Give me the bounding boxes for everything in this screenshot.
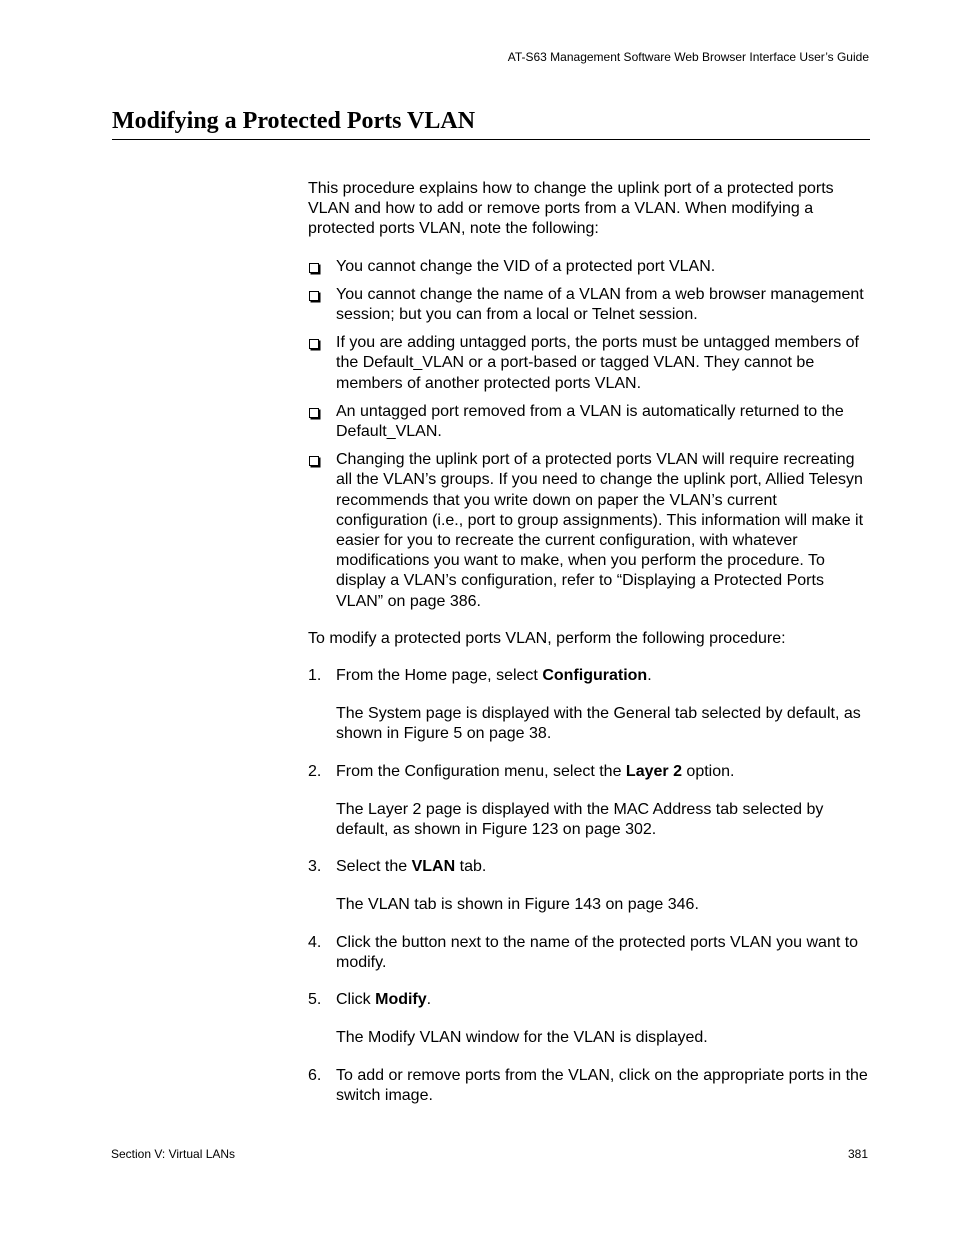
- step-number: 5.: [308, 991, 322, 1009]
- notes-list: [308, 257, 870, 612]
- step-number: 2.: [308, 762, 322, 780]
- step-instruction: From the Configuration menu, select the Layer 2 option.: [336, 762, 735, 780]
- ui-term: Configuration: [542, 667, 648, 685]
- step-instruction: Select the VLAN tab.: [336, 858, 487, 876]
- list-item: Changing the uplink port of a protected ports VLAN will require recreating all the VLAN’s groups. If you need to change the uplink port, Allied Telesyn recommends that you write down on paper the VLAN’s current configuration (i.e., port to group assignments). This information will make it easier for you to recreate the current configuration, with whatever modifications you want to make, when you perform the procedure. To display a VLAN’s configuration, refer to “Displaying a Protected Ports VLAN” on page 386.: [308, 450, 870, 612]
- step-instruction: Click Modify.: [336, 991, 432, 1009]
- checkbox-bullet-icon: [309, 291, 319, 301]
- checkbox-bullet-icon: [309, 339, 319, 349]
- ui-term: Layer 2: [625, 762, 682, 780]
- step-number: 3.: [308, 858, 322, 876]
- page-number: 381: [847, 1147, 868, 1161]
- list-item: An untagged port removed from a VLAN is automatically returned to the Default_VLAN.: [308, 402, 870, 442]
- running-header: AT-S63 Management Software Web Browser Interface User’s Guide: [507, 50, 869, 64]
- step-result: The System page is displayed with the General tab selected by default, as shown in Figure 5 on page 38.: [336, 705, 861, 743]
- step-instruction: To add or remove ports from the VLAN, click on the appropriate ports in the switch image.: [336, 1066, 868, 1104]
- procedure-step: [308, 990, 870, 1048]
- step-result: The VLAN tab is shown in Figure 143 on page 346.: [336, 896, 699, 914]
- procedure-step: [308, 666, 870, 745]
- checkbox-bullet-icon: [309, 456, 319, 466]
- step-number: 6.: [308, 1066, 322, 1084]
- list-item: You cannot change the name of a VLAN from a web browser management session; but you can from a local or Telnet session.: [308, 285, 870, 325]
- step-number: 4.: [308, 933, 322, 951]
- procedure-step: [308, 933, 870, 973]
- list-item: You cannot change the VID of a protected port VLAN.: [308, 257, 870, 277]
- procedure-step: [308, 762, 870, 841]
- procedure-steps: [308, 666, 870, 1106]
- procedure-step: [308, 1066, 870, 1106]
- body-content: [308, 179, 870, 1106]
- list-item: If you are adding untagged ports, the ports must be untagged members of the Default_VLAN or a port-based or tagged VLAN. They cannot be members of another protected ports VLAN.: [308, 333, 870, 394]
- ui-term: Modify: [375, 991, 427, 1009]
- step-result: The Layer 2 page is displayed with the MAC Address tab selected by default, as shown in Figure 123 on page 302.: [336, 800, 824, 839]
- section-title: Modifying a Protected Ports VLAN: [112, 106, 870, 140]
- step-instruction: From the Home page, select Configuration.: [336, 667, 652, 685]
- step-number: 1.: [308, 667, 322, 685]
- procedure-lead: To modify a protected ports VLAN, perform the following procedure:: [308, 629, 786, 647]
- ui-term: VLAN: [411, 858, 456, 876]
- checkbox-bullet-icon: [309, 408, 319, 418]
- intro-paragraph: This procedure explains how to change the uplink port of a protected ports VLAN and how to add or remove ports from a VLAN. When modifying a protected ports VLAN, note the following:: [308, 180, 834, 238]
- footer-section: Section V: Virtual LANs: [111, 1147, 236, 1161]
- step-result: The Modify VLAN window for the VLAN is displayed.: [336, 1029, 708, 1047]
- procedure-step: [308, 857, 870, 915]
- checkbox-bullet-icon: [309, 263, 319, 273]
- step-instruction: Click the button next to the name of the protected ports VLAN you want to modify.: [336, 933, 859, 971]
